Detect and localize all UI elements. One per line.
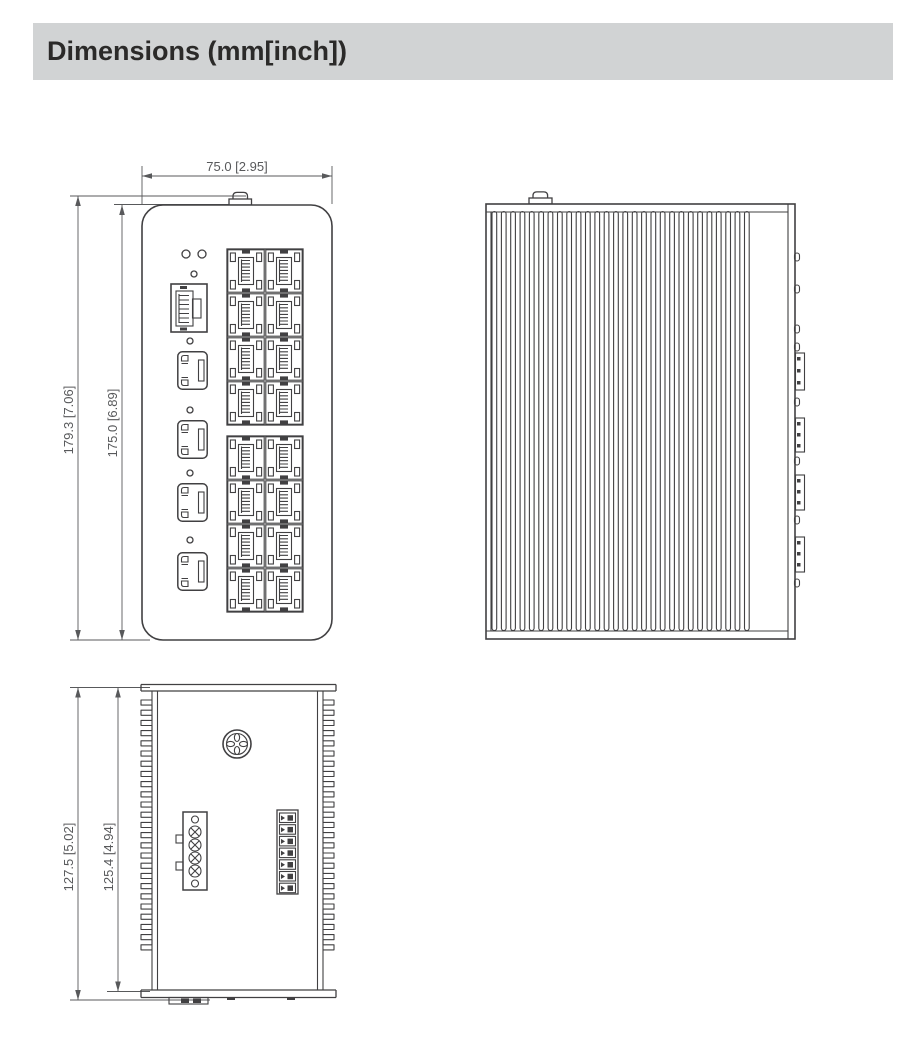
sfp-port [178,421,207,458]
sfp-port [178,352,207,389]
din-rail-clip [169,998,295,1005]
console-port-icon [171,284,207,332]
dimension-width [142,159,332,204]
width-dimension-label: 75.0 [2.95] [206,159,268,174]
height-body-dimension-label: 175.0 [6.89] [105,388,120,458]
section-header [33,23,893,80]
front-view-drawing [55,145,355,670]
depth-overall-dimension-label: 127.5 [5.02] [61,822,76,892]
grounding-stud [529,192,552,204]
dimension-depth-body [101,688,150,992]
terminal-block-icon [277,810,298,894]
section-title: Dimensions (mm[inch]) [47,36,348,66]
sfp-port [178,484,207,521]
grounding-stud [229,192,252,205]
height-overall-dimension-label: 179.3 [7.06] [61,385,76,455]
bottom-view-drawing [55,670,355,1015]
power-connector-icon [176,812,207,890]
sfp-port [178,553,207,590]
side-view-drawing [470,180,815,655]
mounting-screw-icon [223,730,251,758]
depth-body-dimension-label: 125.4 [4.94] [101,822,116,892]
